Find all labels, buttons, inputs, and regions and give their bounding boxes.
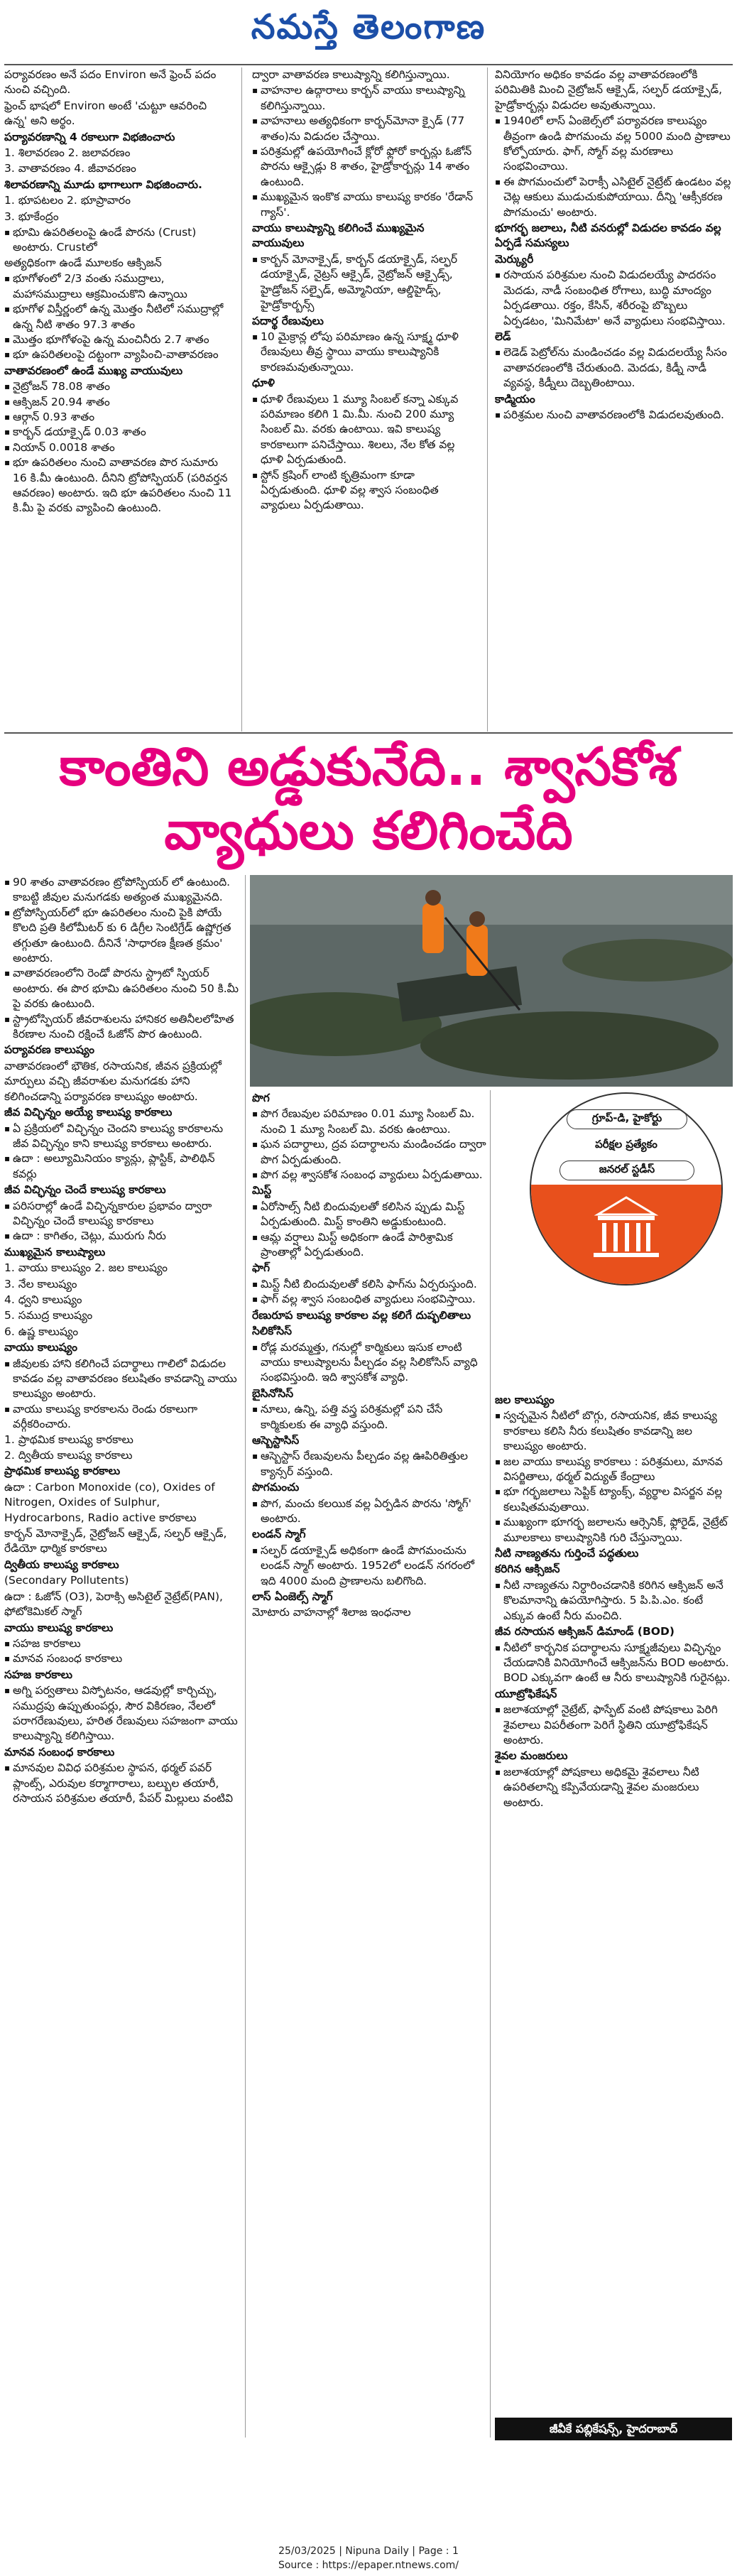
page-footer [0, 2544, 737, 2572]
paragraph: ▪ కార్బన్ డయాక్సైడ్ 0.03 శాతం [4, 425, 233, 440]
section-heading: ద్వితీయ కాలుష్య కారకాలు [4, 1558, 119, 1571]
headline-line-1: కాంతిని అడ్డుకునేది.. శ్వాసకోశ [59, 737, 678, 798]
section-heading: సహజ కారకాలు [4, 1668, 73, 1681]
paragraph: 1. భూపటలం 2. భూప్రావారం [4, 194, 131, 207]
paragraph: ఉదా : Carbon Monoxide (co), Oxides of Nitrogen, Oxides of Sulphur, Hydrocarbons, Radio active కారకాలు [4, 1480, 215, 1524]
section-heading: లండన్ స్మాగ్ [252, 1528, 306, 1541]
lower-column-2 [252, 1090, 486, 2440]
section-heading: వాయు కాలుష్యం [4, 1341, 77, 1354]
paragraph: వినియోగం అధికం కావడం వల్ల వాతావరణంలోకి పరిమితికి మించి నైట్రోజన్ ఆక్సైడ్, సల్ఫర్ డయాక్సైడ్, హైడ్రోకార్బన్లు విడుదల అవుతున్నాయి. [495, 68, 723, 112]
section-heading: ఆస్బెస్టాసిస్ [252, 1433, 300, 1447]
paragraph: ▪ భూ ఉపరితలంపై దట్టంగా వ్యాపించి-వాతావరణం [4, 347, 233, 362]
section-heading: బైసినోసిస్ [252, 1386, 294, 1400]
section-heading: భూగర్భ జలాలు, నీటి వనరుల్లో విడుదల కావడం వల్ల ఏర్పడే సమస్యలు [495, 222, 721, 250]
section-heading: వాతావరణంలో ఉండే ముఖ్య వాయువులు [4, 364, 183, 377]
section-heading: వాయు కాలుష్య కారకాలు [4, 1621, 114, 1634]
building-icon [531, 1185, 721, 1284]
paragraph: వాతావరణంలో భౌతిక, రసాయనిక, జీవన ప్రక్రియల్లో మార్పులు వచ్చి జీవరాశుల మనుగడకు హాని కలిగించడాన్ని పర్యావరణ కాలుష్యం అంటారు. [4, 1059, 222, 1103]
section-heading: కరిగిన ఆక్సిజన్ [495, 1563, 560, 1576]
paragraph: ▪ ఆర్గాన్ 0.93 శాతం [4, 410, 233, 425]
paragraph: ఫ్రెంచ్ భాషలో Environ అంటే 'చుట్టూ ఆవరించి ఉన్న' అని అర్థం. [4, 99, 207, 128]
paragraph: ▪ పొగ రేణువుల పరిమాణం 0.01 మ్యూ సింబల్ మి. నుంచి 1 మ్యూ సింబల్ మి. వరకు ఉంటాయి. [252, 1107, 486, 1137]
paragraph: ▪ సహజ కారకాలు [4, 1636, 241, 1651]
paragraph: ▪ ఆస్బెస్టాస్ రేణువులను పీల్చడం వల్ల ఊపిరితిత్తుల క్యాన్సర్ వస్తుంది. [252, 1449, 486, 1479]
paragraph: ▪ ఈ పొగమంచులో పెరాక్సీ ఎసిటైల్ నైట్రేట్ ఉండటం వల్ల చెట్ల ఆకులు ముడుచుకుపోయాయి. దీన్ని 'ఆక్సీకరణ పొగమంచు' అంటారు. [495, 175, 732, 220]
paragraph: 3. వాతావరణం 4. జీవావరణం [4, 162, 136, 175]
paragraph: 1. ప్రాథమిక కాలుష్య కారకాలు [4, 1433, 133, 1446]
paragraph: ▪ జలాశయాల్లో నైట్రేట్, ఫాస్ఫేట్ వంటి పోషకాలు పెరిగి శైవలాలు విపరీతంగా పెరిగే స్థితిని యూట్రోఫికేషన్ అంటారు. [495, 1702, 732, 1748]
paragraph: కార్బన్ మోనాక్సైడ్, నైట్రోజన్ ఆక్సైడ్, సల్ఫర్ ఆక్సైడ్, రేడియో ధార్మిక కారకాలు [4, 1527, 227, 1555]
paragraph: ▪ స్ట్రాటోస్ఫియర్ జీవరాశులను హానికర అతినీలలోహిత కిరణాల నుంచి రక్షించే ఓజోన్ పొర ఉంటుంది. [4, 1012, 241, 1043]
paragraph: ▪ పరిశ్రమల్లో ఉపయోగించే క్లోరో ఫ్లోరో కార్బన్లు ఓజోన్ పొరను ఆక్సైడ్లు 8 శాతం, హైడ్రోకార్బన్లు 14 శాతం ఉంటుంది. [252, 144, 478, 190]
section-heading: కాడ్మియం [495, 392, 535, 406]
paragraph: ▪ లెడెడ్ పెట్రోల్‌ను మండించడం వల్ల విడుదలయ్యే సీసం వాతావరణంలోకి చేరుతుంది. మెదడు, కిడ్నీ నాడీ వ్యవస్థ, కిడ్నీలు దెబ్బతింటాయి. [495, 345, 732, 391]
section-heading: పదార్థ రేణువులు [252, 314, 324, 327]
headline-banner [0, 735, 737, 870]
section-heading: మెర్క్యురీ [495, 252, 534, 266]
paragraph: ద్వారా వాతావరణ కాలుష్యాన్ని కలిగిస్తున్నాయి. [252, 68, 450, 81]
section-heading: మిస్ట్ [252, 1184, 272, 1197]
paragraph: ▪ ఆక్సిజన్ 20.94 శాతం [4, 395, 233, 410]
paragraph: 2. ద్వితీయ కాలుష్య కారకాలు [4, 1449, 133, 1462]
paragraph: ఉదా : ఓజోన్ (O3), పెరాక్సి అసిటైల్ నైట్రేట్(PAN), ఫోటోకెమికల్ స్మాగ్ [4, 1589, 223, 1619]
column-divider [241, 67, 242, 732]
paragraph: ▪ ఉదా : అల్యూమినియం క్యాన్లు, ప్లాస్టిక్, పాలిథిన్ కవర్లు [4, 1151, 241, 1182]
paragraph: ▪ పరిశ్రమల నుంచి వాతావరణంలోకి విడుదలవుతుంది. [495, 408, 732, 423]
section-heading: నీటి నాణ్యతను గుర్తించే పద్ధతులు [495, 1547, 639, 1560]
paragraph: ▪ వాయు కాలుష్య కారకాలను రెండు రకాలుగా వర్గీకరించారు. [4, 1402, 241, 1433]
section-heading: ముఖ్యమైన కాలుష్యాలు [4, 1245, 106, 1259]
paragraph: ▪ ముఖ్యమైన ఇంకొక వాయు కాలుష్య కారకం 'రేడాన్ గ్యాస్'. [252, 190, 478, 220]
paragraph: ▪ భూ గర్భజలాలు సెప్టిక్ ట్యాంక్స్, వ్యర్థాల విసర్జన వల్ల కలుషితమవుతాయి. [495, 1484, 732, 1515]
paragraph: ▪ ముఖ్యంగా భూగర్భ జలాలను ఆర్సెనిక్, ఫ్లోరైడ్, నైట్రేట్ మూలకాలు కాలుష్యానికి గురి చేస్తున్నాయి. [495, 1515, 732, 1545]
paragraph: ▪ స్టోన్ క్రషింగ్ లాంటి కృత్రిమంగా కూడా ఏర్పడుతుంది. ధూళి వల్ల శ్వాస సంబంధిత వ్యాధులు ఏర్పడుతాయి. [252, 468, 478, 513]
section-heading: మానవ సంబంధ కారకాలు [4, 1745, 115, 1759]
badge-label-special: పరీక్షల ప్రత్యేకం [595, 1138, 657, 1151]
section-heading: జల కాలుష్యం [495, 1393, 555, 1406]
column-divider [245, 875, 246, 2438]
paragraph: ▪ మానవుల వివిధ పరిశ్రమల స్థాపన, థర్మల్ పవర్ ప్లాంట్స్, ఎరువుల కర్మాగారాలు, బల్బుల తయారీ, రసాయన పరిశ్రమల తయారీ, పేపర్ మిల్లులు వంటివి [4, 1761, 241, 1806]
paragraph: ▪ భూమి ఉపరితలంపై ఉండే పొరను (Crust) అంటారు. Crustలో [4, 225, 233, 256]
section-heading: జీవ రసాయన ఆక్సిజన్ డిమాండ్ (BOD) [495, 1625, 675, 1638]
column-divider [487, 67, 488, 732]
badge-label-exam: గ్రూప్-డి, హైకోర్టు [567, 1109, 687, 1129]
section-heading: రేణురూప కాలుష్య కారకాల వల్ల కలిగే దుష్ఫలితాలు [252, 1308, 471, 1322]
paragraph: 4. ధ్వని కాలుష్యం [4, 1293, 82, 1306]
paragraph: ▪ ఘన పదార్థాలు, ద్రవ పదార్థాలను మండించడం ద్వారా పొగ ఏర్పడుతుంది. [252, 1137, 486, 1168]
paragraph: ▪ ధూళి రేణువులు 1 మ్యూ సింబల్ కన్నా ఎక్కువ పరిమాణం కలిగి 1 మి.మీ. నుంచి 200 మ్యూ సింబల్ మి. వరకు ఉంటాయి. ఇవి కాలుష్య కారకాలుగా పనిచేస్తాయి. శిలలు, నేల కోత వల్ల ధూళి ఏర్పడుతుంది. [252, 392, 478, 468]
paragraph: ▪ కార్బన్ మోనాక్సైడ్, కార్బన్ డయాక్సైడ్, సల్ఫర్ డయాక్సైడ్, నైట్రస్ ఆక్సైడ్, నైట్రోజన్ ఆక్సైడ్స్, హైడ్రోజన్ సల్ఫైడ్, అమ్మోనియా, ఆల్డిహైడ్స్, హైడ్రోకార్బన్స్ [252, 252, 478, 313]
section-heading: లాస్ ఏంజెల్స్ స్మాగ్ [252, 1590, 333, 1603]
headline-line-2: వ్యాధులు కలిగించేది [164, 800, 573, 862]
section-heading: శిలావరణాన్ని మూడు భాగాలుగా విభజించారు. [4, 178, 202, 191]
paragraph: ▪ ట్రోపోస్ఫియర్‌లో భూ ఉపరితలం నుంచి పైకి పోయే కొలది ప్రతి కిలోమీటర్ కు 6 డిగ్రీల సెంటిగ్రేడ్ ఉష్ణోగ్రత తగ్గుతూ ఉంటుంది. దీనినే 'సాధారణ క్షీణత క్రమం' అంటారు. [4, 906, 241, 967]
paragraph: ▪ జల వాయు కాలుష్య కారకాలు : పరిశ్రమలు, మానవ విసర్జితాలు, థర్మల్ విద్యుత్ కేంద్రాలు [495, 1455, 732, 1485]
paragraph: ▪ రోడ్ల మరమ్మత్తు, గనుల్లో కార్మికులు ఇసుక లాంటి వాయు కాలుష్యాలను పీల్చడం వల్ల సిలికోసిస్ వ్యాధి సంభవిస్తుంది. ఇది శ్వాసకోశ వ్యాధి. [252, 1340, 486, 1386]
paragraph: ▪ అగ్ని పర్వతాలు విస్ఫోటనం, ఆడవుల్లో కార్చిచ్చు, సముద్రపు ఉప్పుతుంపర్లు, సౌర వికిరణం, నేలలో పరాగరేణువులు, హరిత రేణువులు సహజంగా వాయు కాలుష్యాన్ని కలిగిస్తాయి. [4, 1683, 241, 1744]
column-3 [495, 67, 732, 732]
footer-source-line: Source : https://epaper.ntnews.com/ [278, 2560, 459, 2571]
section-heading: సిలికోసిస్ [252, 1325, 292, 1338]
section-heading: శైవల మంజరులు [495, 1749, 568, 1763]
paragraph: ▪ 1940లో లాస్ ఏంజెల్స్‌లో పర్యావరణ కాలుష్యం తీవ్రంగా ఉండి పొగమంచు వల్ల 5000 మంది ప్రాణాలు కోల్పోయారు. ఫాగ్, స్మోగ్ వల్ల మరణాలు సంభవించాయి. [495, 114, 732, 175]
paragraph: (Secondary Pollutents) [4, 1574, 129, 1587]
paragraph: ▪ నైట్రోజన్ 78.08 శాతం [4, 379, 233, 394]
author-credit: జీవీకే పబ్లికేషన్స్, హైదరాబాద్ [495, 2418, 732, 2440]
column-1 [4, 67, 233, 732]
section-heading: ధూళి [252, 376, 275, 390]
paragraph: ▪ రసాయన పరిశ్రమల నుంచి విడుదలయ్యే పాదరసం మెదడు, నాడీ సంబంధిత రోగాలు, బుద్ధి మాంద్యం ఏర్పడతాయి. రక్తం, కేసిన్, శరీరంపై బొబ్బలు ఏర్పడటం, 'మినిమేటా' అనే వ్యాధులు సంభవిస్తాయి. [495, 268, 732, 329]
paragraph: 6. ఉష్ణ కాలుష్యం [4, 1325, 79, 1338]
paragraph: ▪ ఆమ్ల వర్షాలు మిస్ట్ అధికంగా ఉండే పారిశ్రామిక ప్రాంతాల్లో ఏర్పడుతుంది. [252, 1230, 486, 1261]
paragraph: ▪ నియాన్ 0.0018 శాతం [4, 440, 233, 455]
paragraph: 3. నేల కాలుష్యం [4, 1277, 77, 1290]
section-heading: పొగ [252, 1092, 270, 1104]
masthead [0, 0, 737, 65]
photo-illustration [250, 875, 733, 1087]
exam-special-badge [530, 1092, 723, 1286]
column-2 [252, 67, 478, 732]
paragraph: ▪ స్వచ్ఛమైన నీటిలో బొగ్గు, రసాయనిక, జీవ కాలుష్య కారకాలు కలిసి నీరు కలుషితం కావడాన్ని జల కాలుష్యం అంటారు. [495, 1408, 732, 1454]
paragraph: ▪ నూలు, ఉన్ని, పత్తి వస్త్ర పరిశ్రమల్లో పని చేసే కార్మికులకు ఈ వ్యాధి వస్తుంది. [252, 1402, 486, 1433]
lower-column-3 [495, 1392, 732, 2443]
paragraph: ▪ 90 శాతం వాతావరణం ట్రోపోస్ఫియర్ లో ఉంటుంది. కాబట్టి జీవుల మనుగడకు అత్యంత ముఖ్యమైనది. [4, 875, 241, 906]
paragraph: ▪ భూ ఉపరితలం నుంచి వాతావరణ పొర సుమారు 16 కి.మీ ఉంటుంది. దీనిని ట్రోపోస్ఫియర్ (పరివర్తన ఆవరణం) అంటారు. ఇది భూ ఉపరితలం నుంచి 11 కి.మీ పై వరకు వ్యాపించి ఉంటుంది. [4, 455, 233, 516]
masthead-title: నమస్తే తెలంగాణ [251, 7, 486, 47]
paragraph: ▪ నీటి నాణ్యతను నిర్ధారించడానికి కరిగిన ఆక్సిజన్ అనే కొలమానాన్ని ఉపయోగిస్తారు. 5 పి.పి.ఎం. కంటే ఎక్కువ ఉంటే నీరు మంచిది. [495, 1578, 732, 1624]
paragraph: ▪ భూగోళంలో 2/3 వంతు సముద్రాలు, మహాసముద్రాలు ఆక్రమించుకొని ఉన్నాయి [4, 271, 233, 302]
badge-label-subject: జనరల్ స్టడీస్ [559, 1161, 694, 1180]
paragraph: ▪ మిస్ట్ నీటి బిందువులతో కలిసి ఫాగ్‌ను ఏర్పరుస్తుంది. [252, 1277, 486, 1292]
paragraph: ▪ ఏ ప్రక్రియలో విచ్ఛిన్నం చెందని కాలుష్య కారకాలను జీవ విచ్ఛిన్నం కాని కాలుష్య కారకాలు అంటారు. [4, 1121, 241, 1152]
paragraph: ▪ వాహనాలు అత్యధికంగా కార్బన్‌మోనా క్సైడ్ (77 శాతం)ను విడుదల చేస్తాయి. [252, 114, 478, 144]
paragraph: ▪ జీవులకు హాని కలిగించే పదార్థాలు గాలిలో విడుదల కావడం వల్ల వాతావరణం కలుషితం కావడాన్ని వాయు కాలుష్యం అంటారు. [4, 1357, 241, 1402]
paragraph: ▪ మొత్తం భూగోళంపై ఉన్న మంచినీరు 2.7 శాతం [4, 332, 233, 347]
paragraph: ▪ 10 మైక్రాన్ల లోపు పరిమాణం ఉన్న సూక్ష్మ ధూళి రేణువులు తీవ్ర స్థాయి వాయు కాలుష్యానికి కారణమవుతున్నాయి. [252, 330, 478, 375]
column-divider [490, 1090, 491, 2438]
paragraph: ▪ మానవ సంబంధ కారకాలు [4, 1651, 241, 1666]
paragraph: ▪ భూగోళ విస్తీర్ణంలో ఉన్న మొత్తం నీటిలో సముద్రాల్లో ఉన్న నీటి శాతం 97.3 శాతం [4, 302, 233, 332]
section-heading: జీవ విచ్ఛిన్నం అయ్యే కాలుష్య కారకాలు [4, 1106, 173, 1119]
section-heading: ఫాగ్ [252, 1261, 271, 1275]
section-rule [4, 732, 733, 734]
badge-labels [531, 1094, 721, 1186]
paragraph: 1. శిలావరణం 2. జలావరణం [4, 146, 131, 160]
paragraph: ▪ పరిసరాల్లో ఉండే విచ్ఛిన్నకారుల ప్రభావం ద్వారా విచ్ఛిన్నం చెందే కాలుష్య కారకాలు [4, 1199, 241, 1229]
section-heading: ప్రాథమిక కాలుష్య కారకాలు [4, 1464, 121, 1478]
paragraph: ▪ సల్ఫర్ డయాక్సైడ్ అధికంగా ఉండే పొగమంచును లండన్ స్మాగ్ అంటారు. 1952లో లండన్ నగరంలో ఇది 4000 మంది ప్రాణాలను బలిగొంది. [252, 1543, 486, 1589]
paragraph: ▪ నీటిలో కార్బనిక పదార్థాలను సూక్ష్మజీవులు విచ్ఛిన్నం చేయడానికి వినియోగించే ఆక్సిజన్‌ను BOD అంటారు. BOD ఎక్కువగా ఉంటే ఆ నీరు కాలుష్యానికి గురైనట్లు. [495, 1641, 732, 1686]
paragraph: ▪ ఏరోసాల్స్ నీటి బిందువులతో కలిసిన ప్పుడు మిస్ట్ ఏర్పడుతుంది. మిస్ట్ కాంతిని అడ్డుకుంటుంది. [252, 1200, 486, 1230]
paragraph: 5. సముద్ర కాలుష్యం [4, 1309, 93, 1322]
section-heading: వాయు కాలుష్యాన్ని కలిగించే ముఖ్యమైన వాయువులు [252, 222, 425, 250]
paragraph: 1. వాయు కాలుష్యం 2. జల కాలుష్యం [4, 1261, 168, 1275]
paragraph: పర్యావరణం అనే పదం Environ అనే ఫ్రెంచ్ పదం నుంచి వచ్చింది. [4, 68, 217, 97]
lower-column-1 [4, 875, 241, 2438]
paragraph: ▪ పొగ, మంచు కలయిక వల్ల ఏర్పడిన పొరను 'స్మోగ్' అంటారు. [252, 1496, 486, 1527]
paragraph: మోటారు వాహనాల్లో శిలాజ ఇంధనాల [252, 1606, 411, 1619]
section-heading: పర్యావరణాన్ని 4 రకాలుగా విభజించారు [4, 130, 175, 143]
section-heading: పొగమంచు [252, 1481, 300, 1494]
section-heading: పర్యావరణ కాలుష్యం [4, 1043, 95, 1057]
paragraph: ▪ ఫాగ్ వల్ల శ్వాస సంబంధిత వ్యాధులు సంభవిస్తాయి. [252, 1292, 486, 1307]
paragraph: 3. భూకేంద్రం [4, 210, 59, 223]
paragraph: ▪ జలాశయాల్లో పోషకాలు అధికమై శైవలాలు నీటి ఉపరితలాన్ని కప్పివేయడాన్ని శైవల మంజరులు అంటారు. [495, 1765, 732, 1810]
badge-building-area [531, 1185, 721, 1284]
paragraph: ▪ పొగ వల్ల శ్వాసకోశ సంబంధ వ్యాధులు ఏర్పడుతాయి. [252, 1168, 486, 1183]
paragraph: ▪ ఉదా : కాగితం, చెట్లు, మురుగు నీరు [4, 1229, 241, 1244]
section-heading: జీవ విచ్ఛిన్నం చెందే కాలుష్య కారకాలు [4, 1183, 166, 1197]
masthead-rule [4, 64, 733, 65]
paragraph: ▪ వాహనాల ఉద్గారాలు కార్బన్ వాయు కాలుష్యాన్ని కలిగిస్తున్నాయి. [252, 83, 478, 114]
river-cleaning-photo [250, 875, 733, 1087]
paragraph: ▪ వాతావరణంలోని రెండో పొరను స్ట్రాటో స్ఫియర్ అంటారు. ఈ పొర భూమి ఉపరితలం నుంచి 50 కి.మీ పై వరకు ఉంటుంది. [4, 966, 241, 1011]
paragraph: అత్యధికంగా ఉండే మూలకం ఆక్సిజన్ [4, 256, 162, 269]
section-heading: లెడ్ [495, 330, 511, 343]
footer-date-line: 25/03/2025 | Nipuna Daily | Page : 1 [278, 2545, 459, 2557]
section-heading: యూట్రోఫికేషన్ [495, 1687, 557, 1700]
